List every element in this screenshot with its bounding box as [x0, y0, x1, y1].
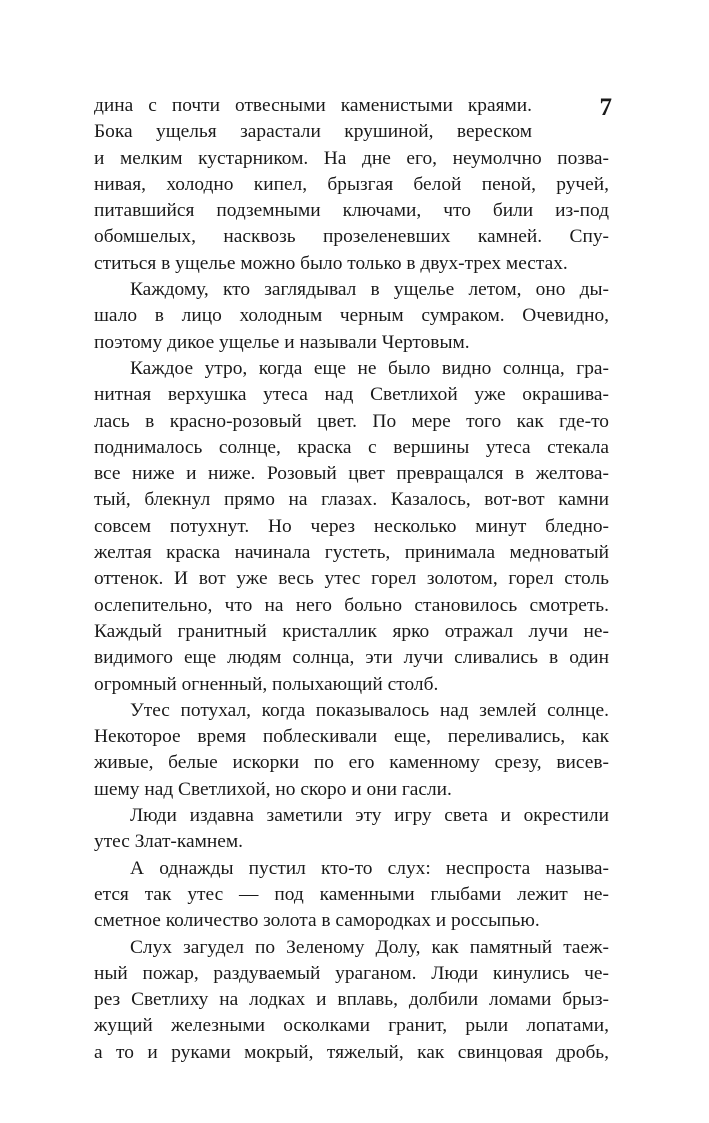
text-line: оттенок. И вот уже весь утес горел золотом, горел столь [94, 568, 609, 590]
text-line: шало в лицо холодным черным сумраком. Очевидно, [94, 305, 609, 327]
text-line: видимого еще людям солнца, эти лучи сливались в один [94, 647, 609, 669]
text-line: Каждое утро, когда еще не было видно солнца, гра- [130, 357, 609, 379]
paragraph [94, 803, 609, 856]
text-line: поэтому дикое ущелье и называли Чертовым. [94, 331, 470, 353]
text-line: питавшийся подземными ключами, что били из-под [94, 200, 609, 222]
text-line: совсем потухнут. Но через несколько минут бледно- [94, 515, 609, 537]
paragraph [94, 356, 609, 698]
text-line: шему над Светлихой, но скоро и они гасли. [94, 778, 452, 800]
text-line: ется так утес — под каменными глыбами лежит не- [94, 883, 609, 905]
text-line: живые, белые искорки по его каменному срезу, висев- [94, 752, 609, 774]
text-line: рез Светлиху на лодках и вплавь, долбили ломами брыз- [94, 989, 609, 1011]
text-line: дина с почти отвесными каменистыми краями. [94, 95, 532, 116]
text-line: обомшелых, насквозь прозеленевших камней. Спу- [94, 226, 609, 248]
text-line: поднималось солнце, краска с вершины утеса стекала [94, 436, 609, 458]
text-line: Каждому, кто заглядывал в ущелье летом, оно ды- [130, 279, 609, 301]
text-line: Люди издавна заметили эту игру света и окрестили [130, 805, 609, 827]
text-line: Некоторое время поблескивали еще, переливались, как [94, 726, 609, 748]
text-line: желтая краска начинала густеть, принимала медноватый [94, 542, 609, 564]
text-line: и мелким кустарником. На дне его, неумолчно позва- [94, 147, 609, 169]
text-line: нивая, холодно кипел, брызгая белой пеной, ручей, [94, 173, 609, 195]
body-text [94, 93, 609, 1066]
page-number: 7 [599, 94, 612, 121]
text-line: тый, блекнул прямо на глазах. Казалось, вот-вот камни [94, 489, 609, 511]
text-line: сметное количество золота в самородках и россыпью. [94, 910, 540, 932]
text-line: а то и руками мокрый, тяжелый, как свинцовая дробь, [94, 1041, 609, 1063]
text-line: все ниже и ниже. Розовый цвет превращался в желтова- [94, 463, 609, 485]
text-line: огромный огненный, полыхающий столб. [94, 673, 439, 695]
paragraph [94, 935, 609, 1066]
text-line: Каждый гранитный кристаллик ярко отражал лучи не- [94, 620, 609, 642]
text-line: утес Злат-камнем. [94, 831, 243, 853]
text-line: Слух загудел по Зеленому Долу, как памятный таеж- [130, 936, 609, 958]
text-line: ститься в ущелье можно было только в двух-трех местах. [94, 252, 568, 274]
text-line: ный пожар, раздуваемый ураганом. Люди кинулись че- [94, 962, 609, 984]
paragraph [94, 856, 609, 935]
text-line: нитная верхушка утеса над Светлихой уже окрашива- [94, 384, 609, 406]
text-line: Утес потухал, когда показывалось над землей солнце. [130, 699, 609, 721]
text-line: лась в красно-розовый цвет. По мере того как где-то [94, 410, 609, 432]
text-line: ослепительно, что на него больно становилось смотреть. [94, 594, 609, 616]
text-line: Бока ущелья зарастали крушиной, вереском [94, 121, 532, 143]
text-line: жущий железными осколками гранит, рыли лопатами, [94, 1015, 609, 1037]
paragraph [94, 93, 609, 277]
paragraph [94, 698, 609, 803]
text-line: А однажды пустил кто-то слух: неспроста называ- [130, 857, 609, 879]
paragraph [94, 277, 609, 356]
